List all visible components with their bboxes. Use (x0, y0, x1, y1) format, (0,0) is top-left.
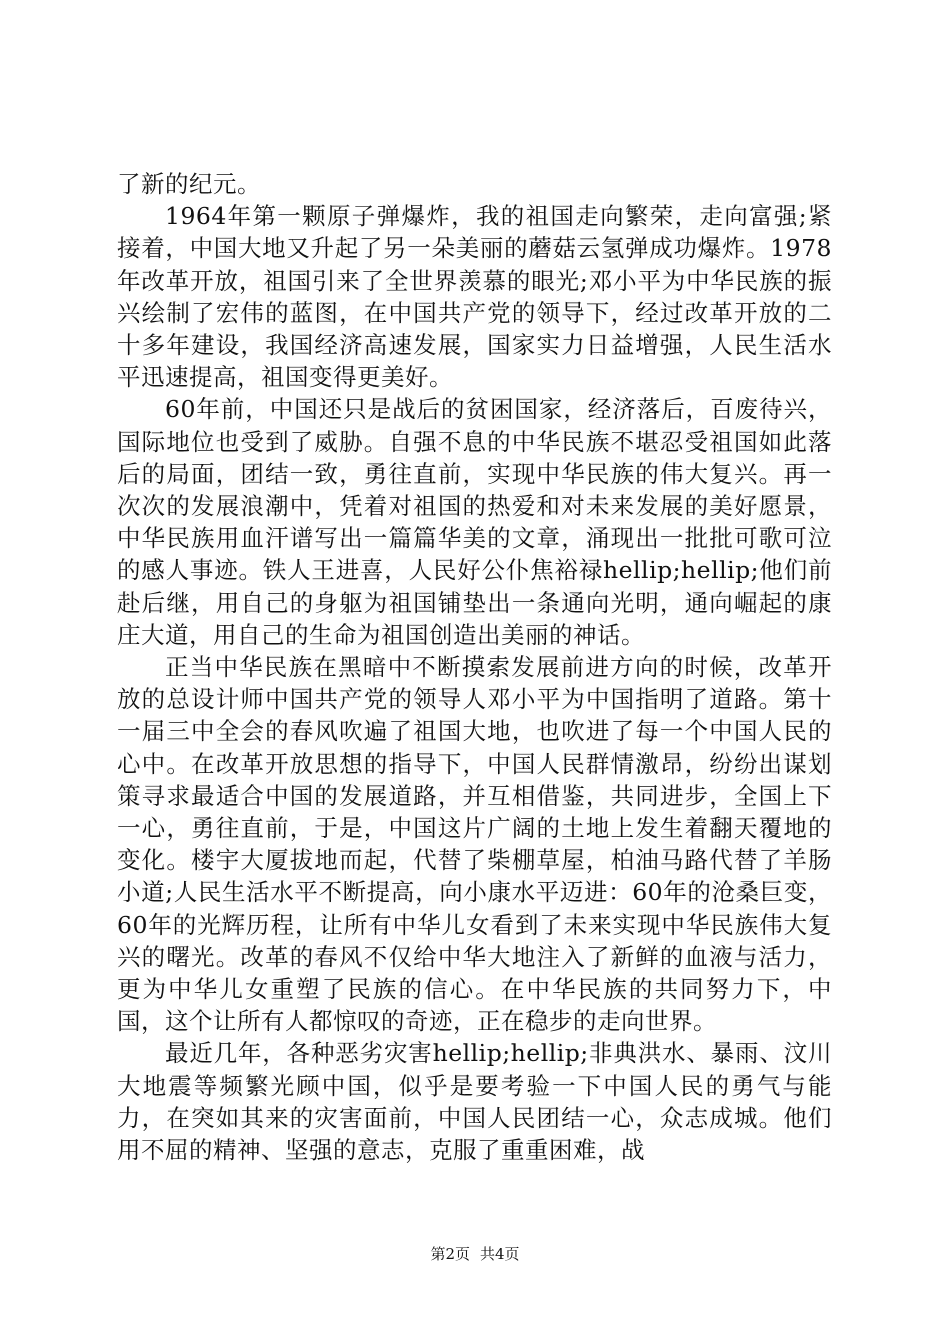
paragraph-4: 正当中华民族在黑暗中不断摸索发展前进方向的时候，改革开放的总设计师中国共产党的领导人邓小平为中国指明了道路。第十一届三中全会的春风吹遍了祖国大地，也吹进了每一个中国人民的心中。在改革开放思想的指导下，中国人民群情激昂，纷纷出谋划策寻求最适合中国的发展道路，并互相借鉴，共同进步，全国上下一心，勇往直前，于是，中国这片广阔的土地上发生着翻天覆地的变化。楼宇大厦拔地而起，代替了柴棚草屋，柏油马路代替了羊肠小道;人民生活水平不断提高，向小康水平迈进：60年的沧桑巨变，60年的光辉历程，让所有中华儿女看到了未来实现中华民族伟大复兴的曙光。改革的春风不仅给中华大地注入了新鲜的血液与活力，更为中华儿女重塑了民族的信心。在中华民族的共同努力下，中国，这个让所有人都惊叹的奇迹，正在稳步的走向世界。 (117, 653, 832, 1036)
paragraph-3: 60年前，中国还只是战后的贫困国家，经济落后，百废待兴，国际地位也受到了威胁。自强不息的中华民族不堪忍受祖国如此落后的局面，团结一致，勇往直前，实现中华民族的伟大复兴。再一次次的发展浪潮中，凭着对祖国的热爱和对未来发展的美好愿景，中华民族用血汗谱写出一篇篇华美的文章，涌现出一批批可歌可泣的感人事迹。铁人王进喜，人民好公仆焦裕禄hellip;hellip;他们前赴后继，用自己的身躯为祖国铺垫出一条通向光明，通向崛起的康庄大道，用自己的生命为祖国创造出美丽的神话。 (117, 395, 832, 649)
paragraph-5: 最近几年，各种恶劣灾害hellip;hellip;非典洪水、暴雨、汶川大地震等频繁光顾中国，似乎是要考验一下中国人民的勇气与能力，在突如其来的灾害面前，中国人民团结一心，众志成城。他们用不屈的精神、坚强的意志，克服了重重困难，战 (117, 1039, 832, 1165)
document-body (117, 168, 832, 1166)
page-number: 第2页 (430, 1245, 470, 1263)
page-total: 共4页 (480, 1245, 520, 1263)
paragraph-2: 1964年第一颗原子弹爆炸，我的祖国走向繁荣，走向富强;紧接着，中国大地又升起了另一朵美丽的蘑菇云氢弹成功爆炸。1978年改革开放，祖国引来了全世界羡慕的眼光;邓小平为中华民族的振兴绘制了宏伟的蓝图，在中国共产党的领导下，经过改革开放的二十多年建设，我国经济高速发展，国家实力日益增强，人民生活水平迅速提高，祖国变得更美好。 (117, 202, 832, 392)
paragraph-1: 了新的纪元。 (117, 170, 261, 198)
page-footer (0, 1244, 950, 1264)
